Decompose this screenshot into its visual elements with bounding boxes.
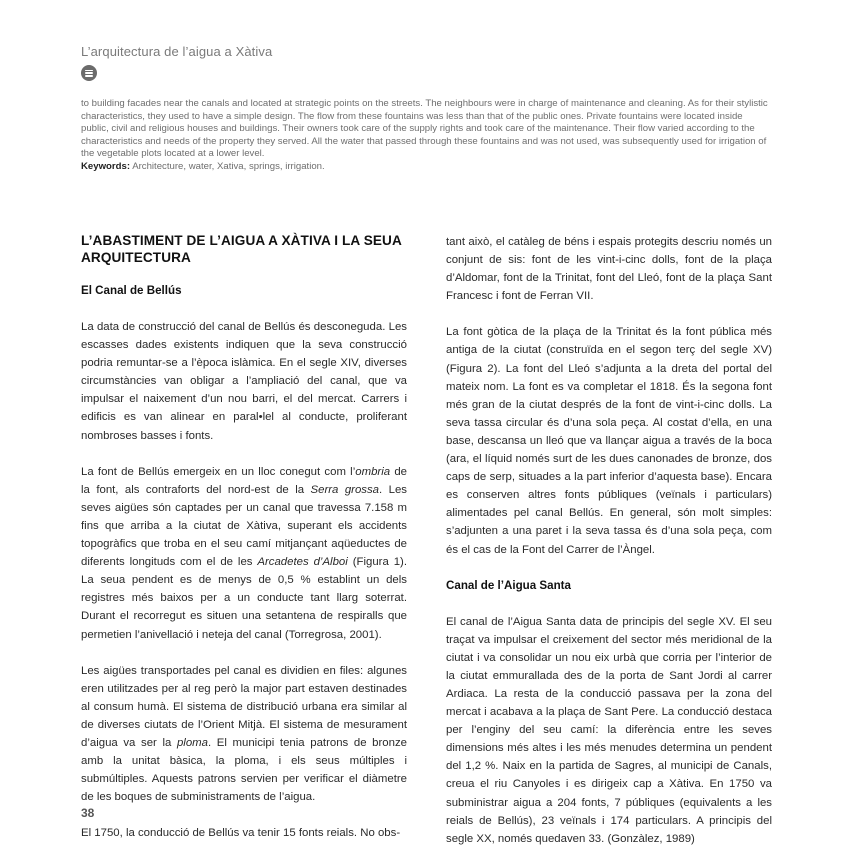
right-column bbox=[446, 233, 772, 848]
paragraph-text: El canal de l’Aigua Santa data de principis del segle XV. El seu traçat va impulsar el creixement del sector més meridional de la ciutat i va consolidar un nou eix urbà que corria per l’interior de la ciutat emmurallada des de la porta de Sant Jordi al carrer Ardiaca. La resta de la conducció passava per la zona del mercat i acabava a la plaça de Sant Pere. La conducció destaca per l’enginy del seu camí: la diferència entre les seves dimensions més altes i les més menudes determina un pendent del 1,2 %. Naix en la partida de Sagres, al municipi de Canals, creua el riu Canyoles i es dirigeix cap a Xàtiva. En 1750 va subministrar aigua a 204 fonts, 7 públiques (equivalents a les reials de Bellús), 23 veïnals i 174 particulars. A principis del segle XX, només quedaven 33. (Gonzàlez, 1989) bbox=[446, 615, 772, 845]
paragraph-text: Les aigües transportades pel canal es dividien en files: algunes eren utilitzades per al reg però la major part estaven destinades al consum humà. El sistema de distribució urbana era similar al de diverses ciutats de l’Orient Mitjà. El sistema de mesurament d’aigua va ser la bbox=[81, 664, 407, 749]
running-header: L’arquitectura de l’aigua a Xàtiva bbox=[81, 44, 273, 59]
keywords-label: Keywords: bbox=[81, 160, 131, 172]
italic-term: ombria bbox=[355, 465, 391, 478]
menu-line bbox=[85, 70, 93, 72]
italic-term: Serra grossa bbox=[310, 483, 380, 496]
italic-term: Arcadetes d’Alboi bbox=[257, 556, 348, 569]
paragraph bbox=[446, 323, 772, 558]
italic-term: ploma bbox=[176, 736, 208, 749]
paragraph bbox=[81, 662, 407, 807]
paragraph bbox=[81, 463, 407, 644]
left-column bbox=[81, 232, 407, 842]
section-title: L’ABASTIMENT DE L’AIGUA A XÀTIVA I LA SEUA ARQUITECTURA bbox=[81, 233, 402, 265]
paragraph-text: tant això, el catàleg de béns i espais protegits descriu només un conjunt de sis: font de les vint-i-cinc dolls, font de la plaça d’Aldomar, font de la Trinitat, font del Lleó, font de la plaça Sant Francesc i font de Ferran VII. bbox=[446, 236, 772, 303]
subsection-title-aigua-santa: Canal de l’Aigua Santa bbox=[446, 578, 571, 592]
paragraph bbox=[81, 824, 407, 842]
paragraph-text: El 1750, la conducció de Bellús va tenir 15 fonts reials. No obs- bbox=[81, 827, 401, 840]
page-number: 38 bbox=[81, 806, 95, 820]
menu-circle-icon[interactable] bbox=[81, 65, 97, 81]
paragraph-text: La font de Bellús emergeix en un lloc conegut com l’ bbox=[81, 465, 356, 478]
keywords-text: Architecture, water, Xativa, springs, irrigation. bbox=[132, 160, 325, 172]
paragraph bbox=[446, 613, 772, 848]
paragraph-text: (Figura 1). La seua pendent es de menys de 0,5 % establint un dels registres més baixos per a un conducte tant llarg soterrat. Durant el recorregut es situen una setantena de respiralls que permetien l’anivellació i neteja del canal (Torregrosa, 2001). bbox=[81, 556, 407, 641]
paragraph-text: de la font, als contraforts del nord-est de la bbox=[81, 465, 407, 496]
subsection-title-bellus: El Canal de Bellús bbox=[81, 284, 182, 297]
paragraph bbox=[446, 233, 772, 305]
abstract-block bbox=[81, 98, 771, 174]
paragraph-text: La font gòtica de la plaça de la Trinitat és la font pública més antiga de la ciutat (construïda en el segon terç del segle XV) (Figura 2). La font del Lleó s’adjunta a la dreta del portal del mateix nom. La font es va completar el 1818. És la segona font més gran de la ciutat després de la font de vint-i-cinc dolls. La seva tassa circular és d’una sola peça. Al costat d’ella, en una base, descansa un lleó que va llançar aigua a través de la boca (ara, el líquid només surt de les dues canonades de bronze, dos caps de serp, situades a la part inferior d’aquesta base). Encara es conserven altres fonts públiques (veïnals i particulars) alimentades pel canal Bellús. En general, són molt simples: s’adjunten a una paret i la seva tassa és d’una sola peça, com és el cas de la Font del Carrer de l’Àngel. bbox=[446, 326, 772, 556]
paragraph-text: . El municipi tenia patrons de bronze amb la unitat bàsica, la ploma, i els seus múltiples i submúltiples. Aquests patrons servien per verificar el diàmetre de les boques de subministraments de l’aigua. bbox=[81, 736, 407, 804]
menu-line bbox=[85, 75, 93, 77]
paragraph bbox=[81, 318, 407, 445]
menu-line bbox=[85, 72, 93, 74]
paragraph-text: . Les seves aigües són captades per un canal que travessa 7.158 m fins que arriba a la ciutat de Xàtiva, superant els accidents topogràfics que troba en el seu camí mitjançant aqüeductes de diferents longituds com el de les bbox=[81, 483, 407, 569]
abstract-text: to building facades near the canals and located at strategic points on the streets. The neighbours were in charge of maintenance and cleaning. As for their stylistic characteristics, they used to have a simple design. The flow from these fountains was less than that of the public ones. Private fountains were located inside public, civil and religious houses and buildings. Their owners took care of the supply rights and took care of the maintenance. Their flow varied according to the characteristics and needs of the property they served. All the water that passed through these fountains and was not used, was subsequently used for irrigation of the vegetable plots located at a lower level. bbox=[81, 98, 768, 160]
paragraph-text: La data de construcció del canal de Bellús és desconeguda. Les escasses dades existents indiquen que la seva construcció podria remuntar-se a l’època islàmica. En el segle XIV, diverses circumstàncies van obligar a l’ampliació del canal, que va impulsar el naixement d’un nou barri, el del mercat. Carrers i edificis es van alinear en paral•lel al conducte, proliferant nombroses basses i fonts. bbox=[81, 321, 407, 442]
